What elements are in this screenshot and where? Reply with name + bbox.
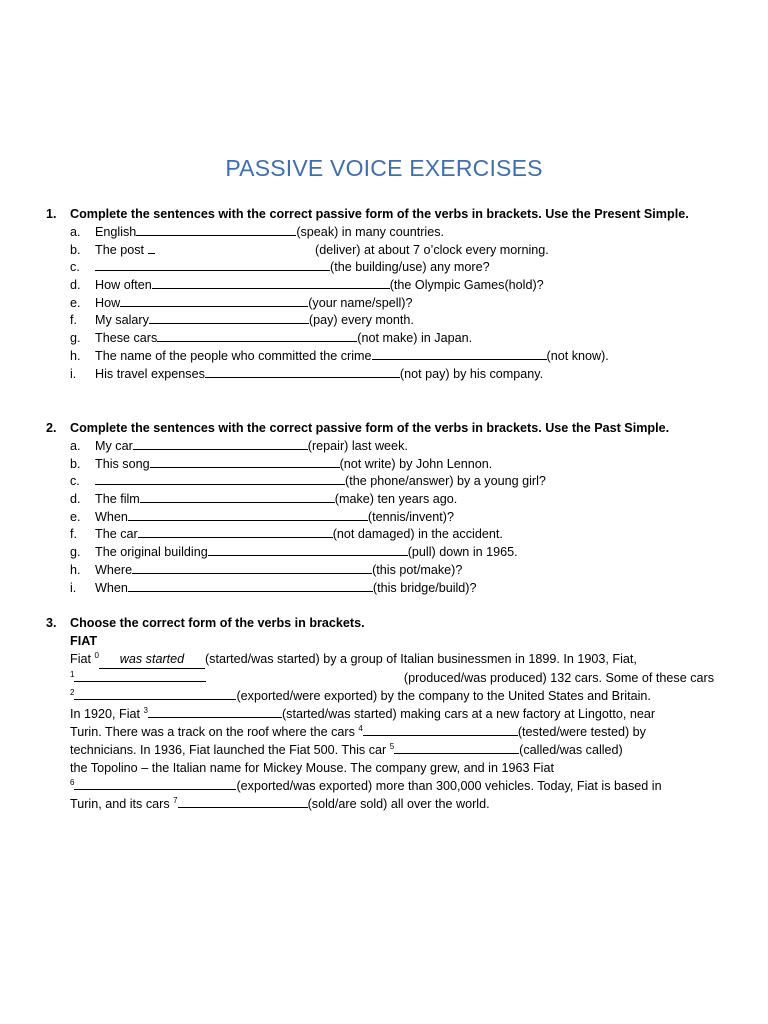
exercise-1-instruction	[46, 205, 708, 223]
item-letter: i.	[70, 366, 77, 381]
answer-blank[interactable]	[148, 241, 155, 254]
item-text-before: English	[95, 225, 137, 239]
item-text-after: (pay) every month.	[308, 313, 414, 328]
item-text-after: (not pay) by his company.	[399, 366, 544, 381]
answer-blank-6[interactable]	[74, 777, 236, 790]
story-line: Turin, and its cars $^7$ (sold/are sold) all over the world.	[70, 795, 490, 811]
exercise-item	[70, 329, 708, 347]
exercise-item	[70, 241, 708, 259]
story-line: $^1$ (produced/was produced) 132 cars. Some of these cars	[70, 669, 714, 685]
answer-blank[interactable]	[152, 276, 390, 289]
item-text-after: (not write) by John Lennon.	[339, 456, 493, 471]
item-text-after: (the phone/answer) by a young girl?	[345, 474, 546, 489]
answer-blank[interactable]	[157, 329, 357, 342]
item-text-after: (not damaged) in the accident.	[332, 527, 503, 542]
item-letter: h.	[70, 348, 81, 363]
item-text-before: My car	[95, 439, 133, 453]
item-text-before: My salary	[95, 313, 149, 328]
answer-blank[interactable]	[128, 579, 373, 592]
exercise-number: 3.	[46, 616, 57, 630]
story-line: $^6$ (exported/was exported) more than 300,000 vehicles. Today, Fiat is based in	[70, 777, 662, 793]
item-letter: f.	[70, 313, 77, 328]
answer-blank[interactable]	[95, 258, 330, 271]
item-letter: c.	[70, 474, 80, 489]
exercise-3	[46, 614, 714, 813]
exercise-item	[70, 543, 708, 561]
exercise-item	[70, 525, 708, 543]
item-letter: d.	[70, 492, 81, 507]
item-letter: e.	[70, 509, 81, 524]
exercise-item	[70, 455, 708, 473]
exercise-item	[70, 311, 708, 329]
exercise-2-items	[70, 437, 708, 596]
story-line: the Topolino – the Italian name for Mickey Mouse. The company grew, and in 1963 Fiat	[70, 761, 554, 775]
exercise-number: 2.	[46, 421, 57, 435]
item-text-before: How often	[95, 278, 152, 293]
exercise-item	[70, 294, 708, 312]
item-text-before: The original building	[95, 545, 208, 560]
story-line: Turin. There was a track on the roof where the cars $^4$ (tested/were tested) by	[70, 723, 646, 739]
item-text-before: The film	[95, 492, 140, 507]
item-text-after: (not know).	[546, 348, 609, 363]
item-text-before: His travel expenses	[95, 366, 205, 381]
item-letter: e.	[70, 295, 81, 310]
answer-blank[interactable]	[133, 437, 308, 450]
item-text-before: When	[95, 580, 128, 595]
answer-blank-1[interactable]	[74, 669, 206, 682]
item-text-after: (deliver) at about 7 o’clock every morning.	[315, 242, 549, 257]
item-letter: i.	[70, 580, 77, 595]
item-letter: c.	[70, 260, 80, 275]
exercise-item	[70, 508, 708, 526]
answer-blank[interactable]	[149, 311, 309, 324]
answer-blank[interactable]	[372, 347, 547, 360]
item-text-after: (tennis/invent)?	[367, 509, 455, 524]
exercise-3-instruction	[46, 614, 708, 632]
item-text-after: (the Olympic Games(hold)?	[389, 278, 544, 293]
instruction-text: Complete the sentences with the correct passive form of the verbs in brackets. Use the Present Simple.	[70, 207, 689, 221]
exercise-2-instruction	[46, 419, 708, 437]
exercise-item	[70, 437, 708, 455]
answer-blank-3[interactable]	[148, 705, 282, 718]
answer-blank[interactable]	[136, 223, 296, 236]
answer-blank-5[interactable]	[394, 741, 519, 754]
answer-blank[interactable]	[95, 472, 345, 485]
item-text-after: (speak) in many countries.	[296, 225, 445, 239]
exercise-item	[70, 276, 708, 294]
item-text-before: The car	[95, 527, 138, 542]
exercise-2	[46, 419, 708, 609]
item-letter: b.	[70, 456, 81, 471]
item-text-before: The name of the people who committed the crime	[95, 348, 372, 363]
exercise-1	[46, 205, 708, 395]
answer-blank-0[interactable]: was started	[99, 650, 205, 669]
item-text-after: (make) ten years ago.	[334, 492, 458, 507]
story-line: In 1920, Fiat $^3$ (started/was started) making cars at a new factory at Lingotto, near	[70, 705, 656, 721]
exercise-item	[70, 347, 708, 365]
answer-blank[interactable]	[140, 490, 335, 503]
story-heading: FIAT	[70, 634, 98, 648]
item-text-after: (not make) in Japan.	[357, 331, 473, 346]
instruction-text: Complete the sentences with the correct passive form of the verbs in brackets. Use the Past Simple.	[70, 421, 670, 435]
story-line: technicians. In 1936, Fiat launched the Fiat 500. This car $^5$ (called/was called)	[70, 741, 623, 757]
fiat-story	[70, 632, 714, 813]
exercise-item	[70, 561, 708, 579]
exercise-item	[70, 223, 708, 241]
answer-blank[interactable]	[120, 294, 308, 307]
exercise-1-items	[70, 223, 708, 382]
answer-blank[interactable]	[132, 561, 372, 574]
item-letter: g.	[70, 331, 81, 346]
item-text-after: (the building/use) any more?	[330, 260, 490, 275]
item-letter: a.	[70, 225, 81, 239]
item-text-before: How	[95, 295, 121, 310]
exercise-number: 1.	[46, 207, 57, 221]
answer-blank[interactable]	[205, 365, 400, 378]
item-text-before: This song	[95, 456, 150, 471]
item-text-after: (this pot/make)?	[372, 562, 463, 577]
instruction-text: Choose the correct form of the verbs in brackets.	[70, 616, 365, 630]
page-title: PASSIVE VOICE EXERCISES	[225, 155, 543, 181]
answer-blank[interactable]	[138, 525, 333, 538]
item-letter: a.	[70, 439, 81, 453]
item-letter: f.	[70, 527, 77, 542]
answer-blank[interactable]	[208, 543, 408, 556]
item-text-after: (pull) down in 1965.	[407, 545, 518, 560]
story-line: Fiat $^0$ was started (started/was started) by a group of Italian businessmen in 1899. In 1903, Fiat,	[70, 650, 714, 669]
story-line: $^2$ (exported/were exported) by the company to the United States and Britain.	[70, 687, 651, 703]
exercise-item	[70, 258, 708, 276]
item-text-before: When	[95, 509, 128, 524]
answer-blank-2[interactable]	[74, 687, 236, 700]
answer-blank[interactable]	[128, 508, 368, 521]
item-text-before: These cars	[95, 331, 158, 346]
answer-blank-7[interactable]	[178, 795, 308, 808]
item-text-before: The post	[95, 242, 145, 257]
item-letter: h.	[70, 562, 81, 577]
item-text-after: (repair) last week.	[307, 439, 408, 453]
answer-blank[interactable]	[150, 455, 340, 468]
item-text-after: (your name/spell)?	[308, 295, 413, 310]
answer-blank-4[interactable]	[363, 723, 518, 736]
exercise-item	[70, 579, 708, 597]
exercise-item	[70, 490, 708, 508]
item-letter: b.	[70, 242, 81, 257]
item-text-before: Where	[95, 562, 133, 577]
exercise-item	[70, 472, 708, 490]
item-letter: g.	[70, 545, 81, 560]
item-text-after: (this bridge/build)?	[372, 580, 477, 595]
item-letter: d.	[70, 278, 81, 293]
exercise-item	[70, 365, 708, 383]
